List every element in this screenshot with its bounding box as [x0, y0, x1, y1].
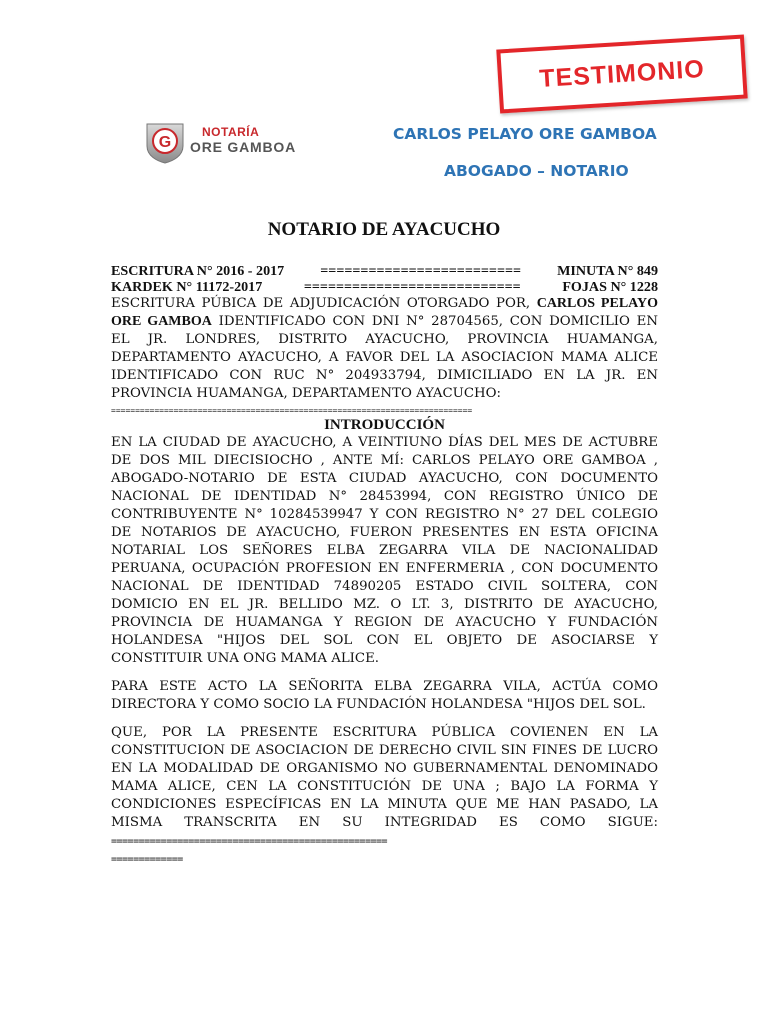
escritura-number: ESCRITURA N° 2016 - 2017	[111, 263, 285, 279]
testimonio-stamp	[496, 34, 747, 113]
logo-bottom-text: ORE GAMBOA	[190, 139, 296, 155]
fojas-number: FOJAS N° 1228	[562, 278, 658, 295]
kardek-number: KARDEK N° 11172-2017	[111, 278, 263, 295]
escritura-fill: =========================	[320, 263, 522, 279]
logo-top-text: NOTARÍA	[202, 125, 260, 139]
section-paragraph-1: EN LA CIUDAD DE AYACUCHO, A VEINTIUNO DÍAS DEL MES DE ACTUBRE DE DOS MIL DIECISIOCHO , ANTE MÍ: CARLOS PELAYO ORE GAMBOA , ABOGADO-NOTARIO DE ESTA CIUDAD AYACUCHO, CON DOCUMENTO NACIONAL DE IDENTIDAD N° 28453994, CON REGISTRO ÚNICO DE CONTRIBUYENTE N° 10284539947 Y CON REGISTRO N° 27 DEL COLEGIO DE NOTARIOS DE AYACUCHO, FUERON PRESENTES EN ESTA OFICINA NOTARIAL LOS SEÑORES ELBA ZEGARRA VILA DE NACIONALIDAD PERUANA, OCUPACIÓN PROFESION EN ENFERMERIA , CON DOCUMENTO NACIONAL DE IDENTIDAD 74890205 ESTADO CIVIL SOLTERA, CON DOMICIO EN EL JR. BELLIDO MZ. O LT. 3, DISTRITO DE AYACUCHO, PROVINCIA DE HUAMANGA Y REGION DE AYACUCHO Y FUNDACIÓN HOLANDESA "HIJOS DEL SOL CON EL OBJETO DE ASOCIARSE Y CONSTITUIR UNA ONG MAMA ALICE.	[111, 435, 658, 666]
separator-rule: ===========================================================================	[111, 406, 473, 415]
kardek-fill: ===========================	[303, 278, 521, 295]
logo-letter: G	[158, 134, 172, 151]
section-paragraph-3	[111, 724, 658, 851]
stamp-label: TESTIMONIO	[538, 54, 706, 93]
intro-text-pre: ESCRITURA PÚBICA DE ADJUDICACIÓN OTORGADO POR,	[111, 296, 537, 311]
kardek-line	[111, 280, 658, 296]
section-paragraph-3-text: QUE, POR LA PRESENTE ESCRITURA PÚBLICA COVIENEN EN LA CONSTITUCION DE ASOCIACION DE DERECHO CIVIL SIN FINES DE LUCRO EN LA MODALIDAD DE ORGANISMO NO GUBERNAMENTAL DENOMINADO MAMA ALICE, CEN LA CONSTITUCIÓN DE UNA ; BAJO LA FORMA Y CONDICIONES ESPECÍFICAS EN LA MINUTA QUE ME HAN PASADO, LA MISMA TRANSCRITA EN SU INTEGRIDAD ES COMO SIGUE:	[111, 725, 658, 830]
section-title: INTRODUCCIÓN	[324, 417, 445, 433]
document-body	[111, 264, 658, 869]
document-title: NOTARIO DE AYACUCHO	[267, 219, 501, 240]
notary-name: CARLOS PELAYO ORE GAMBOA	[393, 125, 657, 143]
notary-logo	[143, 120, 303, 164]
intro-text-post: IDENTIFICADO CON DNI N° 28704565, CON DOMICILIO EN EL JR. LONDRES, DISTRITO AYACUCHO, PROVINCIA HUAMANGA, DEPARTAMENTO AYACUCHO, A FAVOR DEL LA ASOCIACION MAMA ALICE IDENTIFICADO CON RUC N° 204933794, DIMICILIADO EN LA JR. EN PROVINCIA HUAMANGA, DEPARTAMENTO AYACUCHO:	[111, 314, 658, 401]
closing-fill-1: ==================================================	[111, 836, 388, 847]
intro-name-bold: CARLOS PELAYO ORE GAMBOA	[111, 296, 658, 329]
closing-fill-2: =============	[111, 854, 183, 865]
section-paragraph-2: PARA ESTE ACTO LA SEÑORITA ELBA ZEGARRA VILA, ACTÚA COMO DIRECTORA Y COMO SOCIO LA FUNDACIÓN HOLANDESA "HIJOS DEL SOL.	[111, 679, 658, 712]
minuta-number: MINUTA N° 849	[557, 263, 658, 279]
intro-paragraph	[111, 295, 658, 403]
notary-seal-icon	[143, 120, 187, 164]
notary-title: ABOGADO – NOTARIO	[444, 162, 629, 180]
escritura-line	[111, 264, 658, 280]
